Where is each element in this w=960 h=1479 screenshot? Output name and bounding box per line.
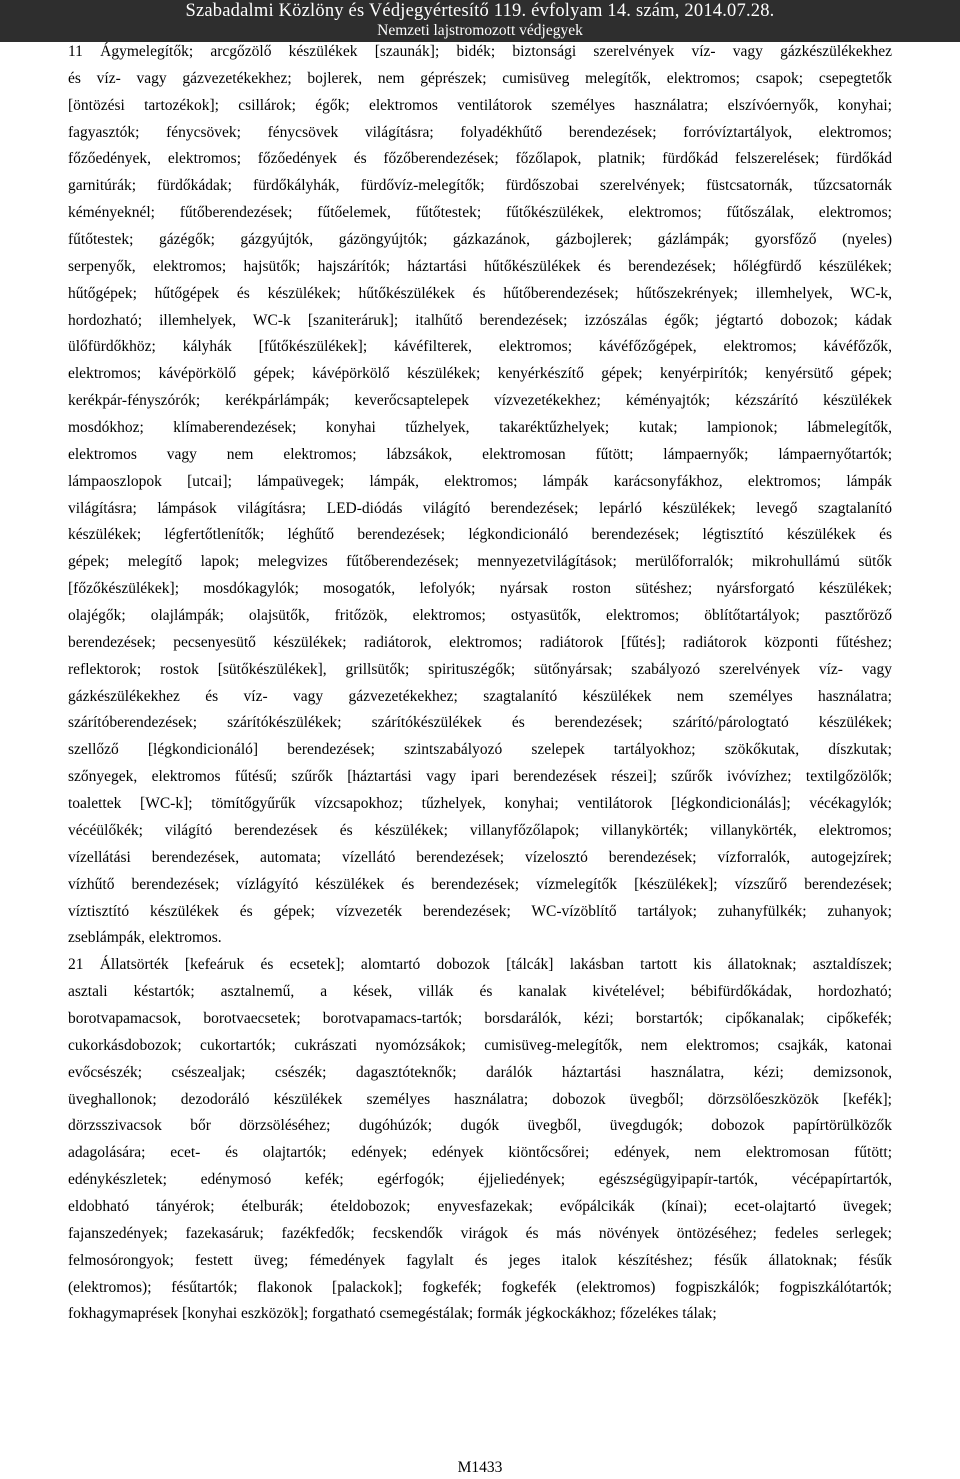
journal-title: Szabadalmi Közlöny és Védjegyértesítő 119. évfolyam 14. szám, 2014.07.28. xyxy=(185,1,775,21)
page-number: M1433 xyxy=(457,1459,503,1476)
text-line: serpenyők, elektromos; hajsütők; hajszárítók; háztartási hűtőkészülékek és berendezések; hőlégfürdő készülékek; xyxy=(68,257,892,275)
text-line: (elektromos); fésűtartók; flakonok [palackok]; fogkefék; fogkefék (elektromos) fogpiszkálók; fogpiszkálótartók; xyxy=(68,1278,892,1296)
text-line: evőcsészék; csészealjak; csészék; dagasztóteknők; darálók háztartási használatra, kézi; demizsonok, xyxy=(68,1063,892,1081)
text-line: berendezések; pecsenyesütő készülékek; radiátorok, elektromos; radiátorok [fűtés]; radiátorok központi fűtéshez; xyxy=(68,633,892,651)
text-line: vízhűtő berendezések; vízlágyító készülékek és berendezések; vízmelegítők [készülékek]; vízszűrő berendezések; xyxy=(68,875,892,893)
text-line: borotvapamacsok, borotvaecsetek; borotvapamacs-tartók; borsdarálók, kézi; borstartók; cipőkanalak; cipőkefék; xyxy=(68,1009,892,1027)
text-line: toalettek [WC-k]; tömítőgyűrűk vízcsapokhoz; tűzhelyek, konyhai; ventilátorok [légkondicionálás]; vécékagylók; xyxy=(68,795,892,813)
class-paragraph xyxy=(68,952,892,1328)
text-line: gázkészülékekhez és víz- vagy gázvezetékekhez; szagtalanító készülékek nem személyes használatra; xyxy=(68,687,892,705)
text-line: készülékek; légfertőtlenítők; léghűtő berendezések; légkondicionáló berendezések; légtisztító készülékek és xyxy=(68,526,892,544)
text-line: lámpaoszlopok [utcai]; lámpaüvegek; lámpák, elektromos; lámpák karácsonyfákhoz, elektromos; lámpák xyxy=(68,472,892,490)
text-line: szellőző [légkondicionáló] berendezések; szintszabályozó szelepek tartályokhoz; szökőkutak, díszkutak; xyxy=(68,741,892,759)
text-line: fűtőtestek; gázégők; gázgyújtók, gázöngyújtók; gázkazánok, gázbojlerek; gázlámpák; gyorsfőző (nyeles) xyxy=(68,231,892,249)
journal-header xyxy=(0,0,960,42)
text-line: kerékpár-fényszórók; kerékpárlámpák; keverőcsaptelepek vízvezetékekhez; kéményajtók; kézszárító készülékek xyxy=(68,392,892,410)
text-line: eldobható tányérok; ételburák; ételdobozok; enyvesfazekak; evőpálcikák (kínai); ecet-olajtartó üvegek; xyxy=(68,1197,892,1215)
text-line: dörzsszivacsok bőr dörzsöléséhez; dugóhúzók; dugók üvegből, üvegdugók; dobozok papírtörülközők xyxy=(68,1117,892,1135)
text-line: világításra; lámpások világításra; LED-diódás világító berendezések; lepárló készülékek; levegő szagtalanító xyxy=(68,499,892,517)
text-line: edénykészletek; edénymosó kefék; egérfogók; éjjeliedények; egészségügyipapír-tartók, vécépapírtartók, xyxy=(68,1171,892,1189)
text-line: hordozható; illemhelyek, WC-k [szaniteráruk]; italhűtő berendezések; izzószálas égők; jégtartó dobozok; kádak xyxy=(68,311,892,329)
text-line: ülőfürdőkhöz; kályhák [fűtőkészülékek]; kávéfilterek, elektromos; kávéfőzőgépek, elektromos; kávéfőzők, xyxy=(68,338,892,356)
section-title: Nemzeti lajstromozott védjegyek xyxy=(377,22,583,39)
text-line: üveghallonok; dezodoráló készülékek személyes használatra; dobozok üvegből; dörzsölőeszközök [kefék]; xyxy=(68,1090,892,1108)
text-line: főzőedények, elektromos; főzőedények és főzőberendezések; főzőlapok, platnik; fürdőkád felszerelések; fürdőkád xyxy=(68,150,892,168)
text-line: felmosórongyok; festett üveg; fémedények fagylalt és jeges italok készítéshez; fésűk állatoknak; fésűk xyxy=(68,1251,892,1269)
text-line: fajanszedények; fazekasáruk; fazékfedők; fecskendők virágok és más növények öntözéséhez; fedeles serlegek; xyxy=(68,1224,892,1242)
text-line: elektromos; kávépörkölő gépek; kávépörkölő készülékek; kenyérkészítő gépek; kenyérpirítók; kenyérsütő gépek; xyxy=(68,365,892,383)
text-line: és víz- vagy gázvezetékekhez; bojlerek, nem géprészek; cumisüveg melegítők, elektromos; csapok; csepegtetők xyxy=(68,69,892,87)
text-line: reflektorok; rostok [sütőkészülékek], grillsütők; spirituszégők; sütőnyársak; szabályozó szerelvények víz- vagy xyxy=(68,660,892,678)
text-line: adagolására; ecet- és olajtartók; edények; edények kiöntőcsőrei; edények, nem elektromosan fűtött; xyxy=(68,1144,892,1162)
text-line: asztali késtartók; asztalnemű, a kések, villák és kanalak kivételével; bébifürdőkádak, hordozható; xyxy=(68,983,892,1001)
text-line: gépek; melegítő lapok; melegvizes fűtőberendezések; mennyezetvilágítások; merülőforralók; mikrohullámú sütők xyxy=(68,553,892,571)
text-line: garnitúrák; fürdőkádak; fürdőkályhák, fürdővíz-melegítők; fürdőszobai szerelvények; füstcsatornák, tűzcsatornák xyxy=(68,177,892,195)
text-line: cukorkásdobozok; cukortartók; cukrászati nyomózsákok; cumisüveg-melegítők, nem elektromos; csajkák, katonai xyxy=(68,1036,892,1054)
text-line: vízellátási berendezések, automata; vízellátó berendezések; vízelosztó berendezések; vízforralók, autogejzírek; xyxy=(68,848,892,866)
text-line: hűtőgépek; hűtőgépek és készülékek; hűtőkészülékek és hűtőberendezések; hűtőszekrények; illemhelyek, WC-k, xyxy=(68,284,892,302)
text-line: 11 Ágymelegítők; arcgőzölő készülékek [szaunák]; bidék; biztonsági szerelvények víz- vagy gázkészülékekhez xyxy=(68,43,892,60)
text-line: mosdókhoz; klímaberendezések; konyhai tűzhelyek, takaréktűzhelyek; kutak; lampionok; lábmelegítők, xyxy=(68,419,892,437)
document-body xyxy=(68,39,892,1328)
text-line: olajégők; olajlámpák; olajsütők, fritőzök, elektromos; ostyasütők, elektromos; öblítőtartályok; pasztőröző xyxy=(68,607,892,625)
text-line: [főzőkészülékek]; mosdókagylók; mosogatók, lefolyók; nyársak roston sütéshez; nyársforgató készülékek; xyxy=(68,580,892,598)
text-line: 21 Állatsörték [kefeáruk és ecsetek]; alomtartó dobozok [tálcák] lakásban tartott kis állatoknak; asztaldíszek; xyxy=(68,956,892,974)
text-line: víztisztító készülékek és gépek; vízvezeték berendezések; WC-vízöblítő tartályok; zuhanyfülkék; zuhanyok; xyxy=(68,902,892,920)
text-line: szárítóberendezések; szárítókészülékek; szárítókészülékek és berendezések; szárító/párologtató készülékek; xyxy=(68,714,892,732)
text-line: fagyasztók; fénycsövek; fénycsövek világításra; folyadékhűtő berendezések; forróvíztartályok, elektromos; xyxy=(68,123,892,141)
text-line: [öntözési tartozékok]; csillárok; égők; elektromos ventilátorok személyes használatra; elszívóernyők, konyhai; xyxy=(68,96,892,114)
class-paragraph xyxy=(68,39,892,952)
text-line: elektromos vagy nem elektromos; lábzsákok, elektromosan fűtött; lámpaernyők; lámpaernyőtartók; xyxy=(68,445,892,463)
text-line: vécéülőkék; világító berendezések és készülékek; villanyfőzőlapok; villanykörték; villanykörték, elektromos; xyxy=(68,821,892,839)
text-line: fokhagymaprések [konyhai eszközök]; forgatható csemegéstálak; formák jégkockákhoz; főzelékes tálak; xyxy=(68,1305,717,1323)
text-line: szőnyegek, elektromos fűtésű; szűrők [háztartási vagy ipari berendezések részei]; szűrők ivóvízhez; textilgőzölők; xyxy=(68,768,892,786)
text-line: kéményeknél; fűtőberendezések; fűtőelemek, fűtőtestek; fűtőkészülékek, elektromos; fűtőszálak, elektromos; xyxy=(68,204,892,222)
text-line: zseblámpák, elektromos. xyxy=(68,929,222,947)
